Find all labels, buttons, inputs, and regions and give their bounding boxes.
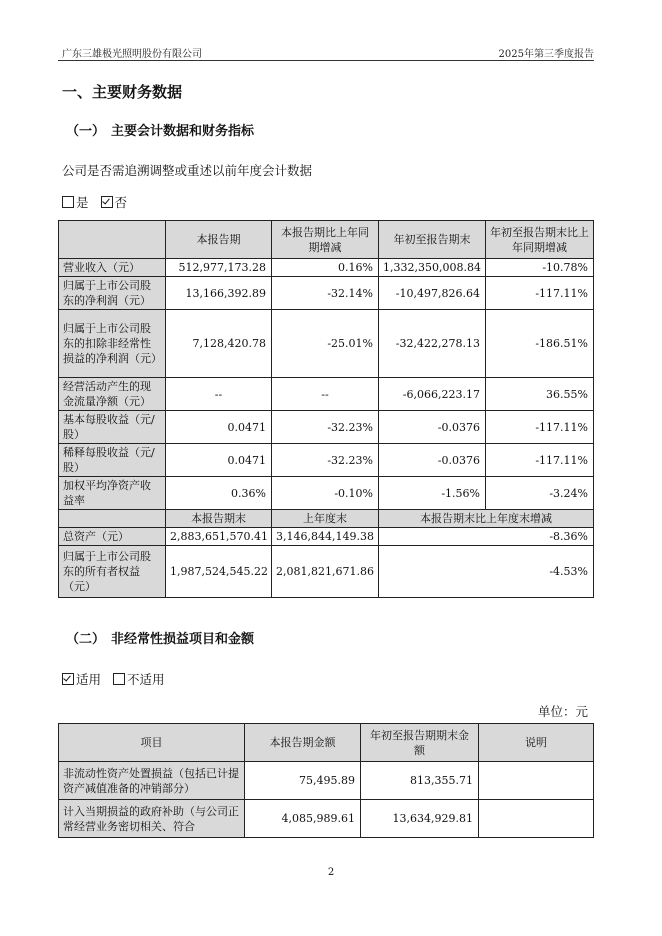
cell-value: -186.51% — [486, 310, 594, 378]
cell-value: 36.55% — [486, 378, 594, 411]
cell-value: 3,146,844,149.38 — [272, 528, 379, 546]
table-row — [59, 477, 594, 510]
header-cell: 本报告期末 — [166, 510, 272, 528]
key-financials-table — [58, 220, 594, 598]
table-row — [59, 800, 594, 838]
cell-value: -10.78% — [486, 259, 594, 277]
cell-value: 2,081,821,671.86 — [272, 546, 379, 598]
row-label: 归属于上市公司股东的扣除非经常性损益的净利润（元） — [59, 310, 166, 378]
cell-value: 13,634,929.81 — [361, 800, 479, 838]
checkbox-no[interactable] — [101, 196, 113, 208]
cell-value: -0.10% — [272, 477, 379, 510]
option-applicable-label: 适用 — [76, 672, 102, 687]
header-cell: 年初至报告期末比上年同期增减 — [486, 221, 594, 259]
option-no-label: 否 — [114, 195, 128, 210]
table-row — [59, 411, 594, 444]
row-label: 基本每股收益（元/股） — [59, 411, 166, 444]
cell-value: -0.0376 — [379, 444, 486, 477]
cell-value: -117.11% — [486, 444, 594, 477]
table-row — [59, 378, 594, 411]
cell-value: -10,497,826.64 — [379, 277, 486, 310]
table-row — [59, 444, 594, 477]
checkbox-applicable[interactable] — [62, 673, 74, 685]
section-title: 一、主要财务数据 — [62, 83, 183, 101]
row-label: 归属于上市公司股东的净利润（元） — [59, 277, 166, 310]
cell-note — [479, 762, 594, 800]
subsection-2-number: （二） — [66, 632, 106, 647]
row-label: 营业收入（元） — [59, 259, 166, 277]
restatement-question: 公司是否需追溯调整或重述以前年度会计数据 — [62, 163, 313, 178]
cell-value: -8.36% — [379, 528, 594, 546]
cell-value: 75,495.89 — [245, 762, 361, 800]
header-cell: 年初至报告期期末金额 — [361, 724, 479, 762]
option-yes-label: 是 — [76, 195, 89, 210]
cell-value: 1,332,350,008.84 — [379, 259, 486, 277]
header-cell: 说明 — [479, 724, 594, 762]
non-recurring-items-table — [58, 723, 594, 838]
header-divider — [58, 60, 594, 61]
option-not-applicable-label: 不适用 — [127, 672, 165, 687]
cell-value: -117.11% — [486, 277, 594, 310]
cell-value: -- — [166, 378, 272, 411]
cell-value: -32.23% — [272, 444, 379, 477]
table-row — [59, 259, 594, 277]
row-label: 非流动性资产处置损益（包括已计提资产减值准备的冲销部分） — [59, 762, 245, 800]
checkbox-yes[interactable] — [62, 196, 74, 208]
cell-value: -6,066,223.17 — [379, 378, 486, 411]
cell-value: 0.16% — [272, 259, 379, 277]
header-cell-blank — [59, 221, 166, 259]
header-company: 广东三雄极光照明股份有限公司 — [62, 49, 202, 60]
header-cell-blank — [59, 510, 166, 528]
cell-value: -1.56% — [379, 477, 486, 510]
cell-value: 4,085,989.61 — [245, 800, 361, 838]
cell-value: 1,987,524,545.22 — [166, 546, 272, 598]
restatement-options — [62, 193, 127, 211]
cell-value: -3.24% — [486, 477, 594, 510]
header-cell: 本报告期金额 — [245, 724, 361, 762]
row-label: 总资产（元） — [59, 528, 166, 546]
table-header-row — [59, 221, 594, 259]
header-cell: 本报告期 — [166, 221, 272, 259]
cell-value: 0.0471 — [166, 444, 272, 477]
unit-label: 单位：元 — [537, 704, 588, 719]
row-label: 归属于上市公司股东的所有者权益（元） — [59, 546, 166, 598]
checkbox-not-applicable[interactable] — [113, 673, 125, 685]
table-row — [59, 277, 594, 310]
row-label: 加权平均净资产收益率 — [59, 477, 166, 510]
header-cell: 上年度末 — [272, 510, 379, 528]
subsection-1-number: （一） — [66, 124, 106, 139]
cell-value: 512,977,173.28 — [166, 259, 272, 277]
table-header-row — [59, 724, 594, 762]
table-row — [59, 310, 594, 378]
header-cell: 项目 — [59, 724, 245, 762]
cell-value: -4.53% — [379, 546, 594, 598]
header-cell: 本报告期末比上年度末增减 — [379, 510, 594, 528]
cell-note — [479, 800, 594, 838]
cell-value: -25.01% — [272, 310, 379, 378]
cell-value: 2,883,651,570.41 — [166, 528, 272, 546]
row-label: 计入当期损益的政府补助（与公司正常经营业务密切相关、符合 — [59, 800, 245, 838]
cell-value: -- — [272, 378, 379, 411]
subsection-2-title: 非经常性损益项目和金额 — [111, 632, 255, 647]
cell-value: -0.0376 — [379, 411, 486, 444]
cell-value: 0.0471 — [166, 411, 272, 444]
table-row — [59, 528, 594, 546]
row-label: 经营活动产生的现金流量净额（元） — [59, 378, 166, 411]
page-number: 2 — [327, 867, 335, 878]
header-cell: 本报告期比上年同期增减 — [272, 221, 379, 259]
header-cell: 年初至报告期末 — [379, 221, 486, 259]
cell-value: -32,422,278.13 — [379, 310, 486, 378]
cell-value: 13,166,392.89 — [166, 277, 272, 310]
cell-value: -32.14% — [272, 277, 379, 310]
cell-value: 813,355.71 — [361, 762, 479, 800]
table-row — [59, 762, 594, 800]
cell-value: 0.36% — [166, 477, 272, 510]
cell-value: -117.11% — [486, 411, 594, 444]
applicable-options — [62, 670, 165, 688]
table-subheader-row — [59, 510, 594, 528]
cell-value: -32.23% — [272, 411, 379, 444]
row-label: 稀释每股收益（元/股） — [59, 444, 166, 477]
header-report-title: 2025年第三季度报告 — [498, 49, 594, 60]
subsection-1-title: 主要会计数据和财务指标 — [111, 124, 255, 139]
cell-value: 7,128,420.78 — [166, 310, 272, 378]
table-row — [59, 546, 594, 598]
